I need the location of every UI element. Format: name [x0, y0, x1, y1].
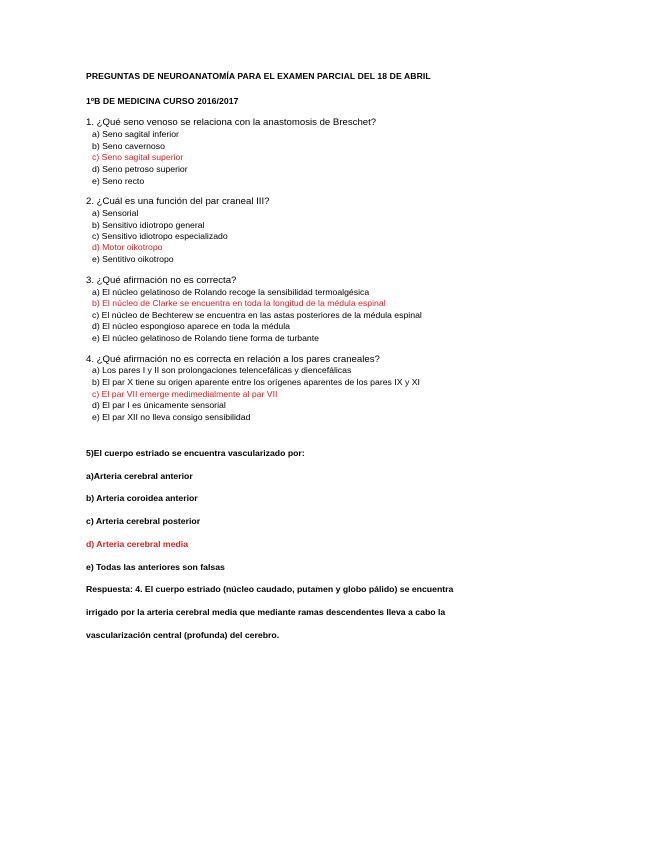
q1-option-a: a) Seno sagital inferior [92, 129, 179, 139]
question-3: 3. ¿Qué afirmación no es correcta? [86, 275, 237, 286]
q1-option-d: d) Seno petroso superior [92, 164, 188, 174]
q2-option-b: b) Sensitivo idiotropo general [92, 220, 205, 230]
answer-line-2: irrigado por la arteria cerebral media que mediante ramas descendentes lleva a cabo la [86, 607, 446, 617]
q3-option-b-correct: b) El núcleo de Clarke se encuentra en toda la longitud de la médula espinal [92, 298, 386, 308]
q3-option-d: d) El núcleo espongioso aparece en toda la médula [92, 321, 291, 331]
q3-option-c: c) El núcleo de Bechterew se encuentra en las astas posteriores de la médula espinal [92, 310, 422, 320]
answer-line-1: Respuesta: 4. El cuerpo estriado (núcleo caudado, putamen y globo pálido) se encuentra [86, 584, 454, 594]
document-title: PREGUNTAS DE NEUROANATOMÍA PARA EL EXAMEN PARCIAL DEL 18 DE ABRIL [86, 71, 431, 81]
q2-option-d-correct: d) Motor oikotropo [92, 242, 163, 252]
question-2: 2. ¿Cuál es una función del par craneal III? [86, 196, 270, 207]
q3-option-e: e) El núcleo gelatinoso de Rolando tiene forma de turbante [92, 333, 319, 343]
question-4: 4. ¿Qué afirmación no es correcta en relación a los pares craneales? [86, 354, 380, 365]
answer-line-3: vascularización central (profunda) del cerebro. [86, 630, 280, 640]
course-line: 1ºB DE MEDICINA CURSO 2016/2017 [86, 96, 239, 106]
q4-option-c-correct: c) El par VII emerge medimedialmente al par VII [92, 389, 278, 399]
q4-option-e: e) El par XII no lleva consigo sensibilidad [92, 412, 251, 422]
question-5: 5)El cuerpo estriado se encuentra vascularizado por: [86, 448, 305, 458]
q5-option-d-correct: d) Arteria cerebral media [86, 539, 189, 549]
q5-option-c: c) Arteria cerebral posterior [86, 516, 201, 526]
question-1: 1. ¿Qué seno venoso se relaciona con la anastomosis de Breschet? [86, 117, 377, 128]
q2-option-a: a) Sensorial [92, 208, 139, 218]
q4-option-d: d) El par I es únicamente sensorial [92, 400, 226, 410]
q5-option-a: a)Arteria cerebral anterior [86, 471, 193, 481]
q3-option-a: a) El núcleo gelatinoso de Rolando recoge la sensibilidad termoalgésica [92, 287, 370, 297]
q4-option-a: a) Los pares I y II son prolongaciones telencefálicas y diencefálicas [92, 365, 352, 375]
q2-option-c: c) Sensitivo idiotropo especializado [92, 231, 228, 241]
q5-option-e: e) Todas las anteriores son falsas [86, 562, 225, 572]
q5-option-b: b) Arteria coroidea anterior [86, 493, 198, 503]
q4-option-b: b) El par X tiene su origen aparente entre los orígenes aparentes de los pares IX y XI [92, 377, 420, 387]
q1-option-e: e) Seno recto [92, 176, 145, 186]
q2-option-e: e) Sentitivo oikotropo [92, 254, 174, 264]
q1-option-b: b) Seno cavernoso [92, 141, 165, 151]
q1-option-c-correct: c) Seno sagital superior [92, 152, 184, 162]
